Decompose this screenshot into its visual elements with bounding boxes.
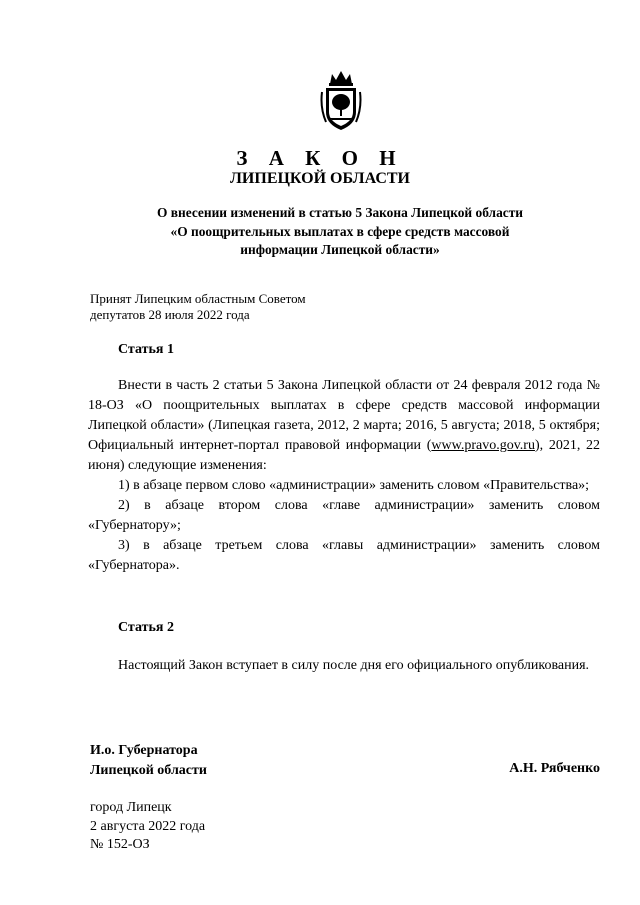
intro-text: Внести в часть 2 статьи 5 Закона Липецкой области от 24 февраля 2012 года № 18-ОЗ «О поощрительных выплатах в сфере средств массовой информации Липецкой области» (Липецкая газета, 2012, 2 марта; 2016, 5 августа; 2018, 5 октября; Официальный интернет-портал правовой информации ( [88,378,600,453]
amendment-item: 3) в абзаце третьем слова «главы администрации» заменить словом «Губернатора». [88,538,600,573]
document-footer [90,799,205,855]
article-1-heading: Статья 1 [118,342,174,357]
amendment-item: 1) в абзаце первом слово «администрации» заменить словом «Правительства»; [118,478,590,493]
law-subject-line: «О поощрительных выплатах в сфере средств массовой [170,223,510,239]
intro-text-end: ), 2021, 22 июня) следующие изменения: [88,438,600,473]
signatory-position [90,741,207,781]
article-2-body [88,656,600,676]
region-title: ЛИПЕЦКОЙ ОБЛАСТИ [230,170,410,187]
footer-number: № 152-ОЗ [90,837,150,852]
footer-date: 2 августа 2022 года [90,818,206,834]
article-2-heading: Статья 2 [118,620,174,635]
article-2-text: Настоящий Закон вступает в силу после дня его официального опубликования. [118,658,590,673]
adoption-note-line: Принят Липецким областным Советом [90,291,306,306]
footer-city: город Липецк [90,800,172,815]
signatory-position-line: И.о. Губернатора [90,743,198,758]
article-1-body [88,376,600,576]
signatory-name: А.Н. Рябченко [509,761,600,776]
signatory-position-line: Липецкой области [90,763,207,778]
document-type-title: З А К О Н [236,146,404,170]
adoption-note [90,291,306,322]
law-subject [120,204,560,260]
coat-of-arms-emblem [320,68,362,134]
adoption-note-line: депутатов 28 июля 2022 года [90,306,250,322]
amendment-item: 2) в абзаце втором слова «главе администрации» заменить словом «Губернатору»; [88,498,600,533]
law-subject-line: информации Липецкой области» [240,242,440,257]
article-1-intro [88,376,600,476]
law-subject-line: О внесении изменений в статью 5 Закона Липецкой области [157,205,523,220]
pravo-gov-link[interactable]: www.pravo.gov.ru [431,438,535,453]
